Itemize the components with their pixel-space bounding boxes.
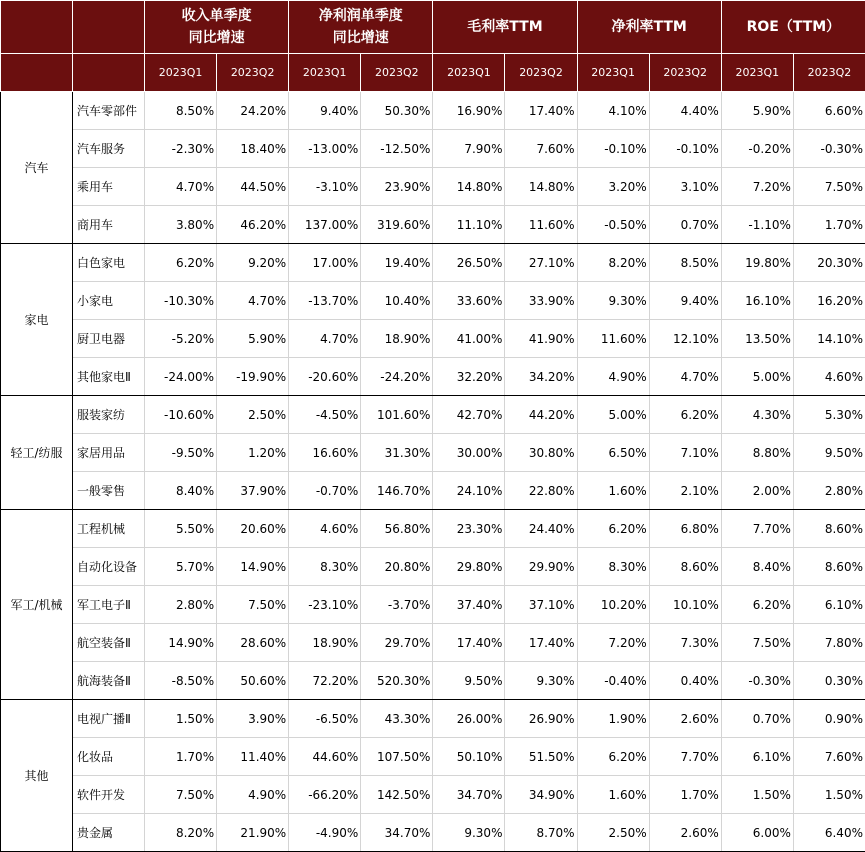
value-cell: 5.90% (721, 92, 793, 130)
value-cell: 17.40% (433, 624, 505, 662)
value-cell: 6.20% (721, 586, 793, 624)
value-cell: 7.20% (577, 624, 649, 662)
value-cell: 11.60% (505, 206, 577, 244)
value-cell: 107.50% (361, 738, 433, 776)
value-cell: 9.50% (793, 434, 865, 472)
header-blank-sector (1, 1, 73, 54)
industry-name: 白色家电 (73, 244, 145, 282)
header-roe (721, 1, 865, 54)
value-cell: 17.00% (289, 244, 361, 282)
value-cell: 18.90% (361, 320, 433, 358)
value-cell: -0.10% (649, 130, 721, 168)
value-cell: 17.40% (505, 624, 577, 662)
value-cell: -19.90% (217, 358, 289, 396)
value-cell: 44.60% (289, 738, 361, 776)
value-cell: 21.90% (217, 814, 289, 852)
table-row (1, 396, 865, 434)
value-cell: 7.50% (145, 776, 217, 814)
header-blank-sub (73, 1, 145, 54)
value-cell: -12.50% (361, 130, 433, 168)
value-cell: 7.80% (793, 624, 865, 662)
value-cell: 34.90% (505, 776, 577, 814)
value-cell: 6.40% (793, 814, 865, 852)
value-cell: 5.00% (721, 358, 793, 396)
industry-name: 航空装备Ⅱ (73, 624, 145, 662)
value-cell: -6.50% (289, 700, 361, 738)
value-cell: 29.80% (433, 548, 505, 586)
value-cell: 37.40% (433, 586, 505, 624)
value-cell: 4.70% (289, 320, 361, 358)
value-cell: 9.30% (505, 662, 577, 700)
industry-name: 化妆品 (73, 738, 145, 776)
value-cell: 8.80% (721, 434, 793, 472)
value-cell: 8.30% (289, 548, 361, 586)
value-cell: 0.30% (793, 662, 865, 700)
value-cell: 0.90% (793, 700, 865, 738)
value-cell: 5.00% (577, 396, 649, 434)
value-cell: -10.30% (145, 282, 217, 320)
value-cell: 17.40% (505, 92, 577, 130)
value-cell: -0.50% (577, 206, 649, 244)
value-cell: 6.80% (649, 510, 721, 548)
header-label-line2: 同比增速 (145, 27, 288, 49)
table-row (1, 168, 865, 206)
value-cell: 319.60% (361, 206, 433, 244)
value-cell: 1.50% (793, 776, 865, 814)
value-cell: 7.70% (649, 738, 721, 776)
value-cell: -2.30% (145, 130, 217, 168)
value-cell: 6.60% (793, 92, 865, 130)
value-cell: -0.30% (793, 130, 865, 168)
value-cell: 146.70% (361, 472, 433, 510)
value-cell: 14.90% (217, 548, 289, 586)
value-cell: -24.20% (361, 358, 433, 396)
industry-name: 小家电 (73, 282, 145, 320)
value-cell: 10.40% (361, 282, 433, 320)
value-cell: -8.50% (145, 662, 217, 700)
value-cell: 8.50% (649, 244, 721, 282)
value-cell: 8.60% (793, 510, 865, 548)
industry-name: 汽车零部件 (73, 92, 145, 130)
value-cell: 50.30% (361, 92, 433, 130)
value-cell: 13.50% (721, 320, 793, 358)
value-cell: -9.50% (145, 434, 217, 472)
value-cell: 24.40% (505, 510, 577, 548)
industry-name: 军工电子Ⅱ (73, 586, 145, 624)
value-cell: 6.20% (649, 396, 721, 434)
value-cell: 8.30% (577, 548, 649, 586)
value-cell: 8.20% (145, 814, 217, 852)
value-cell: 16.20% (793, 282, 865, 320)
value-cell: 7.50% (217, 586, 289, 624)
value-cell: 27.10% (505, 244, 577, 282)
value-cell: 14.80% (505, 168, 577, 206)
header-net-profit-growth (289, 1, 433, 54)
industry-name: 贵金属 (73, 814, 145, 852)
value-cell: -66.20% (289, 776, 361, 814)
header-net-margin (577, 1, 721, 54)
value-cell: 6.20% (577, 510, 649, 548)
value-cell: -1.10% (721, 206, 793, 244)
value-cell: 3.90% (217, 700, 289, 738)
value-cell: 8.40% (145, 472, 217, 510)
value-cell: 44.50% (217, 168, 289, 206)
value-cell: 28.60% (217, 624, 289, 662)
value-cell: 24.20% (217, 92, 289, 130)
value-cell: 5.90% (217, 320, 289, 358)
value-cell: 4.30% (721, 396, 793, 434)
period-label: 2023Q1 (145, 54, 217, 92)
value-cell: 18.90% (289, 624, 361, 662)
table-row (1, 130, 865, 168)
industry-name: 软件开发 (73, 776, 145, 814)
value-cell: 26.00% (433, 700, 505, 738)
value-cell: 41.00% (433, 320, 505, 358)
value-cell: 3.80% (145, 206, 217, 244)
value-cell: -0.10% (577, 130, 649, 168)
value-cell: 10.20% (577, 586, 649, 624)
value-cell: 30.80% (505, 434, 577, 472)
table-row (1, 738, 865, 776)
value-cell: 16.10% (721, 282, 793, 320)
value-cell: 7.20% (721, 168, 793, 206)
value-cell: 50.10% (433, 738, 505, 776)
value-cell: 10.10% (649, 586, 721, 624)
value-cell: 20.80% (361, 548, 433, 586)
value-cell: 20.30% (793, 244, 865, 282)
value-cell: 9.30% (577, 282, 649, 320)
table-row (1, 358, 865, 396)
value-cell: 7.60% (793, 738, 865, 776)
value-cell: 520.30% (361, 662, 433, 700)
value-cell: -5.20% (145, 320, 217, 358)
industry-name: 其他家电Ⅱ (73, 358, 145, 396)
value-cell: 24.10% (433, 472, 505, 510)
period-label: 2023Q2 (505, 54, 577, 92)
value-cell: 41.90% (505, 320, 577, 358)
value-cell: 51.50% (505, 738, 577, 776)
value-cell: 5.50% (145, 510, 217, 548)
value-cell: 44.20% (505, 396, 577, 434)
value-cell: 50.60% (217, 662, 289, 700)
value-cell: 11.40% (217, 738, 289, 776)
value-cell: 37.90% (217, 472, 289, 510)
value-cell: 56.80% (361, 510, 433, 548)
value-cell: -23.10% (289, 586, 361, 624)
value-cell: 33.90% (505, 282, 577, 320)
value-cell: 19.80% (721, 244, 793, 282)
value-cell: -4.50% (289, 396, 361, 434)
value-cell: -3.10% (289, 168, 361, 206)
period-label: 2023Q2 (793, 54, 865, 92)
sector-label: 军工/机械 (1, 510, 73, 700)
value-cell: 23.90% (361, 168, 433, 206)
industry-name: 汽车服务 (73, 130, 145, 168)
value-cell: 72.20% (289, 662, 361, 700)
value-cell: 7.10% (649, 434, 721, 472)
value-cell: 11.60% (577, 320, 649, 358)
value-cell: 14.10% (793, 320, 865, 358)
value-cell: 6.20% (577, 738, 649, 776)
value-cell: -0.30% (721, 662, 793, 700)
period-label: 2023Q2 (217, 54, 289, 92)
table-row (1, 548, 865, 586)
table-row (1, 244, 865, 282)
sector-label: 家电 (1, 244, 73, 396)
value-cell: 0.70% (721, 700, 793, 738)
value-cell: 7.90% (433, 130, 505, 168)
value-cell: 43.30% (361, 700, 433, 738)
value-cell: 32.20% (433, 358, 505, 396)
value-cell: 142.50% (361, 776, 433, 814)
industry-name: 商用车 (73, 206, 145, 244)
value-cell: -13.00% (289, 130, 361, 168)
value-cell: 7.30% (649, 624, 721, 662)
header-label-line1: 净利润单季度 (289, 5, 432, 27)
value-cell: 8.70% (505, 814, 577, 852)
table-header (1, 1, 865, 92)
table-row (1, 624, 865, 662)
value-cell: 6.00% (721, 814, 793, 852)
header-label-line1: 收入单季度 (145, 5, 288, 27)
value-cell: 2.80% (793, 472, 865, 510)
value-cell: 1.50% (721, 776, 793, 814)
value-cell: 11.10% (433, 206, 505, 244)
industry-name: 厨卫电器 (73, 320, 145, 358)
value-cell: -0.20% (721, 130, 793, 168)
value-cell: 4.90% (577, 358, 649, 396)
value-cell: 6.10% (721, 738, 793, 776)
industry-name: 航海装备Ⅱ (73, 662, 145, 700)
header-label-line1: ROE（TTM） (722, 16, 865, 38)
industry-name: 工程机械 (73, 510, 145, 548)
value-cell: 6.50% (577, 434, 649, 472)
value-cell: 8.20% (577, 244, 649, 282)
value-cell: 4.10% (577, 92, 649, 130)
value-cell: 8.60% (649, 548, 721, 586)
header-revenue-growth (145, 1, 289, 54)
industry-name: 电视广播Ⅱ (73, 700, 145, 738)
value-cell: 34.70% (361, 814, 433, 852)
table-row (1, 282, 865, 320)
value-cell: 34.70% (433, 776, 505, 814)
value-cell: 2.80% (145, 586, 217, 624)
value-cell: 37.10% (505, 586, 577, 624)
value-cell: 9.30% (433, 814, 505, 852)
value-cell: -4.90% (289, 814, 361, 852)
value-cell: 0.70% (649, 206, 721, 244)
header-row-metrics (1, 1, 865, 54)
table-row (1, 662, 865, 700)
table-row (1, 776, 865, 814)
value-cell: 7.60% (505, 130, 577, 168)
value-cell: 7.50% (721, 624, 793, 662)
value-cell: -0.40% (577, 662, 649, 700)
value-cell: 8.60% (793, 548, 865, 586)
value-cell: 31.30% (361, 434, 433, 472)
industry-name: 一般零售 (73, 472, 145, 510)
value-cell: 3.20% (577, 168, 649, 206)
value-cell: -0.70% (289, 472, 361, 510)
value-cell: 4.60% (793, 358, 865, 396)
period-label: 2023Q2 (361, 54, 433, 92)
value-cell: 22.80% (505, 472, 577, 510)
sector-label: 其他 (1, 700, 73, 852)
period-label: 2023Q2 (649, 54, 721, 92)
industry-name: 自动化设备 (73, 548, 145, 586)
table-row (1, 700, 865, 738)
table-row (1, 92, 865, 130)
value-cell: 4.70% (217, 282, 289, 320)
value-cell: 26.90% (505, 700, 577, 738)
value-cell: 1.60% (577, 472, 649, 510)
value-cell: 20.60% (217, 510, 289, 548)
value-cell: 1.90% (577, 700, 649, 738)
value-cell: -10.60% (145, 396, 217, 434)
value-cell: 1.70% (145, 738, 217, 776)
period-label: 2023Q1 (289, 54, 361, 92)
value-cell: 9.20% (217, 244, 289, 282)
value-cell: 2.50% (217, 396, 289, 434)
value-cell: 4.70% (649, 358, 721, 396)
header-blank-sub (73, 54, 145, 92)
table-row (1, 814, 865, 852)
value-cell: 137.00% (289, 206, 361, 244)
value-cell: 0.40% (649, 662, 721, 700)
value-cell: 6.10% (793, 586, 865, 624)
table-row (1, 434, 865, 472)
value-cell: 1.60% (577, 776, 649, 814)
value-cell: 2.60% (649, 700, 721, 738)
sector-label: 汽车 (1, 92, 73, 244)
value-cell: 6.20% (145, 244, 217, 282)
value-cell: 8.40% (721, 548, 793, 586)
value-cell: 7.50% (793, 168, 865, 206)
header-label-line1: 净利率TTM (578, 16, 721, 38)
industry-name: 家居用品 (73, 434, 145, 472)
value-cell: 4.90% (217, 776, 289, 814)
value-cell: 2.00% (721, 472, 793, 510)
value-cell: 9.50% (433, 662, 505, 700)
header-row-periods (1, 54, 865, 92)
value-cell: 33.60% (433, 282, 505, 320)
value-cell: 7.70% (721, 510, 793, 548)
header-label-line2: 同比增速 (289, 27, 432, 49)
value-cell: -24.00% (145, 358, 217, 396)
value-cell: 34.20% (505, 358, 577, 396)
value-cell: 4.70% (145, 168, 217, 206)
value-cell: 12.10% (649, 320, 721, 358)
value-cell: 14.90% (145, 624, 217, 662)
value-cell: 2.60% (649, 814, 721, 852)
value-cell: 5.30% (793, 396, 865, 434)
value-cell: 101.60% (361, 396, 433, 434)
table-row (1, 510, 865, 548)
value-cell: 30.00% (433, 434, 505, 472)
value-cell: 14.80% (433, 168, 505, 206)
period-label: 2023Q1 (577, 54, 649, 92)
header-label-line1: 毛利率TTM (433, 16, 576, 38)
value-cell: 1.50% (145, 700, 217, 738)
value-cell: 3.10% (649, 168, 721, 206)
value-cell: -20.60% (289, 358, 361, 396)
value-cell: 1.20% (217, 434, 289, 472)
value-cell: 1.70% (649, 776, 721, 814)
table-row (1, 320, 865, 358)
value-cell: 29.70% (361, 624, 433, 662)
value-cell: 42.70% (433, 396, 505, 434)
value-cell: 16.90% (433, 92, 505, 130)
value-cell: 19.40% (361, 244, 433, 282)
value-cell: 4.60% (289, 510, 361, 548)
period-label: 2023Q1 (721, 54, 793, 92)
value-cell: 29.90% (505, 548, 577, 586)
industry-name: 乘用车 (73, 168, 145, 206)
table-body (1, 92, 865, 852)
header-blank-sector (1, 54, 73, 92)
value-cell: 2.50% (577, 814, 649, 852)
value-cell: 2.10% (649, 472, 721, 510)
value-cell: 5.70% (145, 548, 217, 586)
value-cell: 1.70% (793, 206, 865, 244)
sector-label: 轻工/纺服 (1, 396, 73, 510)
value-cell: 26.50% (433, 244, 505, 282)
value-cell: -3.70% (361, 586, 433, 624)
value-cell: 23.30% (433, 510, 505, 548)
value-cell: 9.40% (649, 282, 721, 320)
table-row (1, 586, 865, 624)
value-cell: 9.40% (289, 92, 361, 130)
value-cell: -13.70% (289, 282, 361, 320)
header-gross-margin (433, 1, 577, 54)
value-cell: 8.50% (145, 92, 217, 130)
value-cell: 16.60% (289, 434, 361, 472)
industry-name: 服装家纺 (73, 396, 145, 434)
period-label: 2023Q1 (433, 54, 505, 92)
table-row (1, 472, 865, 510)
value-cell: 46.20% (217, 206, 289, 244)
value-cell: 18.40% (217, 130, 289, 168)
table-row (1, 206, 865, 244)
value-cell: 4.40% (649, 92, 721, 130)
